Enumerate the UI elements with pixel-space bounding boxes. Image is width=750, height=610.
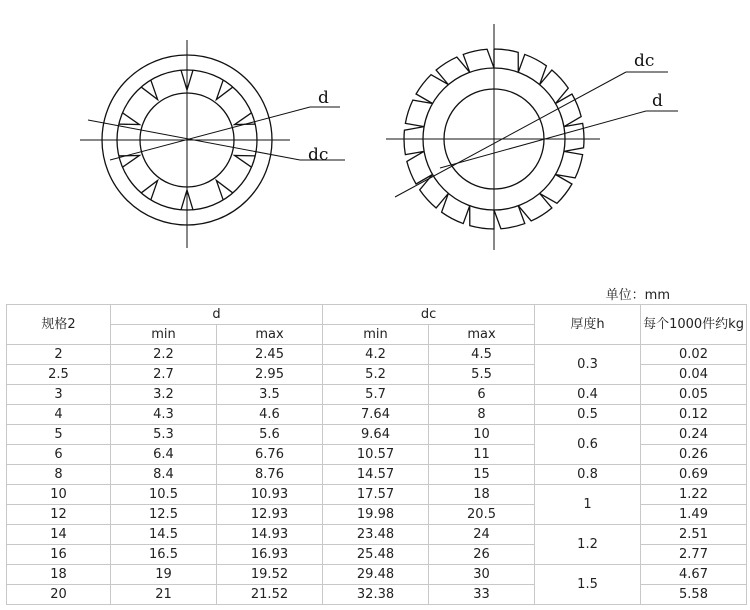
d-min-cell: 16.5 — [111, 545, 217, 565]
weight-cell: 1.22 — [641, 485, 747, 505]
weight-cell: 2.77 — [641, 545, 747, 565]
header-row-1 — [7, 305, 747, 325]
right-d-label: d — [652, 91, 663, 111]
dc-min-cell: 7.64 — [323, 405, 429, 425]
spec-cell: 16 — [7, 545, 111, 565]
tooth — [216, 80, 232, 99]
spec-cell: 6 — [7, 445, 111, 465]
d-max-cell: 10.93 — [217, 485, 323, 505]
washer-drawings — [0, 0, 750, 270]
header-dc-min: min — [323, 325, 429, 345]
dc-min-cell: 14.57 — [323, 465, 429, 485]
dc-max-cell: 8 — [429, 405, 535, 425]
tooth — [216, 180, 232, 199]
weight-cell: 4.67 — [641, 565, 747, 585]
d-max-cell: 16.93 — [217, 545, 323, 565]
spec-table — [6, 304, 747, 605]
spec-cell: 8 — [7, 465, 111, 485]
header-d: d — [111, 305, 323, 325]
thickness-cell: 0.5 — [535, 405, 641, 425]
weight-cell: 1.49 — [641, 505, 747, 525]
spec-cell: 2 — [7, 345, 111, 365]
d-max-cell: 19.52 — [217, 565, 323, 585]
d-min-cell: 2.2 — [111, 345, 217, 365]
dc-min-cell: 9.64 — [323, 425, 429, 445]
table-row — [7, 385, 747, 405]
header-d-min: min — [111, 325, 217, 345]
dc-min-cell: 17.57 — [323, 485, 429, 505]
thickness-cell: 1.5 — [535, 565, 641, 605]
d-max-cell: 5.6 — [217, 425, 323, 445]
spec-cell: 3 — [7, 385, 111, 405]
dc-min-cell: 25.48 — [323, 545, 429, 565]
d-min-cell: 5.3 — [111, 425, 217, 445]
dc-max-cell: 6 — [429, 385, 535, 405]
dc-max-cell: 33 — [429, 585, 535, 605]
unit-label: 单位：mm — [605, 288, 670, 303]
dc-max-cell: 24 — [429, 525, 535, 545]
weight-cell: 0.02 — [641, 345, 747, 365]
table-row — [7, 485, 747, 505]
internal-tooth-washer-drawing — [80, 40, 345, 248]
d-min-cell: 2.7 — [111, 365, 217, 385]
dc-max-cell: 30 — [429, 565, 535, 585]
dc-max-cell: 11 — [429, 445, 535, 465]
dc-min-cell: 23.48 — [323, 525, 429, 545]
weight-cell: 0.04 — [641, 365, 747, 385]
dc-max-cell: 5.5 — [429, 365, 535, 385]
d-max-cell: 2.95 — [217, 365, 323, 385]
left-dc-label: dc — [308, 145, 329, 165]
d-min-cell: 21 — [111, 585, 217, 605]
spec-cell: 5 — [7, 425, 111, 445]
spec-cell: 18 — [7, 565, 111, 585]
table-row — [7, 565, 747, 585]
thickness-cell: 1 — [535, 485, 641, 525]
dc-min-cell: 5.2 — [323, 365, 429, 385]
tooth — [141, 80, 157, 99]
dc-max-cell: 26 — [429, 545, 535, 565]
d-min-cell: 6.4 — [111, 445, 217, 465]
header-weight: 每个1000件约kg — [641, 305, 747, 345]
tooth — [141, 180, 157, 199]
header-thickness: 厚度h — [535, 305, 641, 345]
d-max-cell: 4.6 — [217, 405, 323, 425]
d-max-cell: 21.52 — [217, 585, 323, 605]
right-dc-label: dc — [634, 51, 655, 71]
weight-cell: 5.58 — [641, 585, 747, 605]
d-min-cell: 12.5 — [111, 505, 217, 525]
table-row — [7, 345, 747, 365]
header-dc: dc — [323, 305, 535, 325]
dc-min-cell: 10.57 — [323, 445, 429, 465]
spec-cell: 12 — [7, 505, 111, 525]
weight-cell: 0.69 — [641, 465, 747, 485]
d-max-cell: 12.93 — [217, 505, 323, 525]
spec-cell: 4 — [7, 405, 111, 425]
dc-max-cell: 15 — [429, 465, 535, 485]
dc-max-cell: 20.5 — [429, 505, 535, 525]
header-d-max: max — [217, 325, 323, 345]
weight-cell: 0.05 — [641, 385, 747, 405]
table-row — [7, 465, 747, 485]
dc-min-cell: 29.48 — [323, 565, 429, 585]
thickness-cell: 0.3 — [535, 345, 641, 385]
spec-cell: 20 — [7, 585, 111, 605]
d-max-cell: 3.5 — [217, 385, 323, 405]
dc-leader-line — [395, 72, 626, 197]
dc-max-cell: 4.5 — [429, 345, 535, 365]
spec-cell: 10 — [7, 485, 111, 505]
dc-min-cell: 4.2 — [323, 345, 429, 365]
header-spec: 规格2 — [7, 305, 111, 345]
dc-min-cell: 32.38 — [323, 585, 429, 605]
spec-cell: 14 — [7, 525, 111, 545]
weight-cell: 0.24 — [641, 425, 747, 445]
d-min-cell: 3.2 — [111, 385, 217, 405]
d-max-cell: 2.45 — [217, 345, 323, 365]
d-min-cell: 14.5 — [111, 525, 217, 545]
d-min-cell: 19 — [111, 565, 217, 585]
d-min-cell: 8.4 — [111, 465, 217, 485]
thickness-cell: 0.6 — [535, 425, 641, 465]
table-row — [7, 525, 747, 545]
weight-cell: 0.12 — [641, 405, 747, 425]
d-max-cell: 8.76 — [217, 465, 323, 485]
thickness-cell: 0.8 — [535, 465, 641, 485]
d-max-cell: 6.76 — [217, 445, 323, 465]
weight-cell: 0.26 — [641, 445, 747, 465]
spec-cell: 2.5 — [7, 365, 111, 385]
header-dc-max: max — [429, 325, 535, 345]
dc-max-cell: 10 — [429, 425, 535, 445]
dc-min-cell: 5.7 — [323, 385, 429, 405]
dc-min-cell: 19.98 — [323, 505, 429, 525]
left-d-label: d — [318, 88, 329, 108]
d-max-cell: 14.93 — [217, 525, 323, 545]
table-row — [7, 405, 747, 425]
dc-max-cell: 18 — [429, 485, 535, 505]
weight-cell: 2.51 — [641, 525, 747, 545]
d-min-cell: 10.5 — [111, 485, 217, 505]
thickness-cell: 1.2 — [535, 525, 641, 565]
table-row — [7, 425, 747, 445]
d-min-cell: 4.3 — [111, 405, 217, 425]
thickness-cell: 0.4 — [535, 385, 641, 405]
